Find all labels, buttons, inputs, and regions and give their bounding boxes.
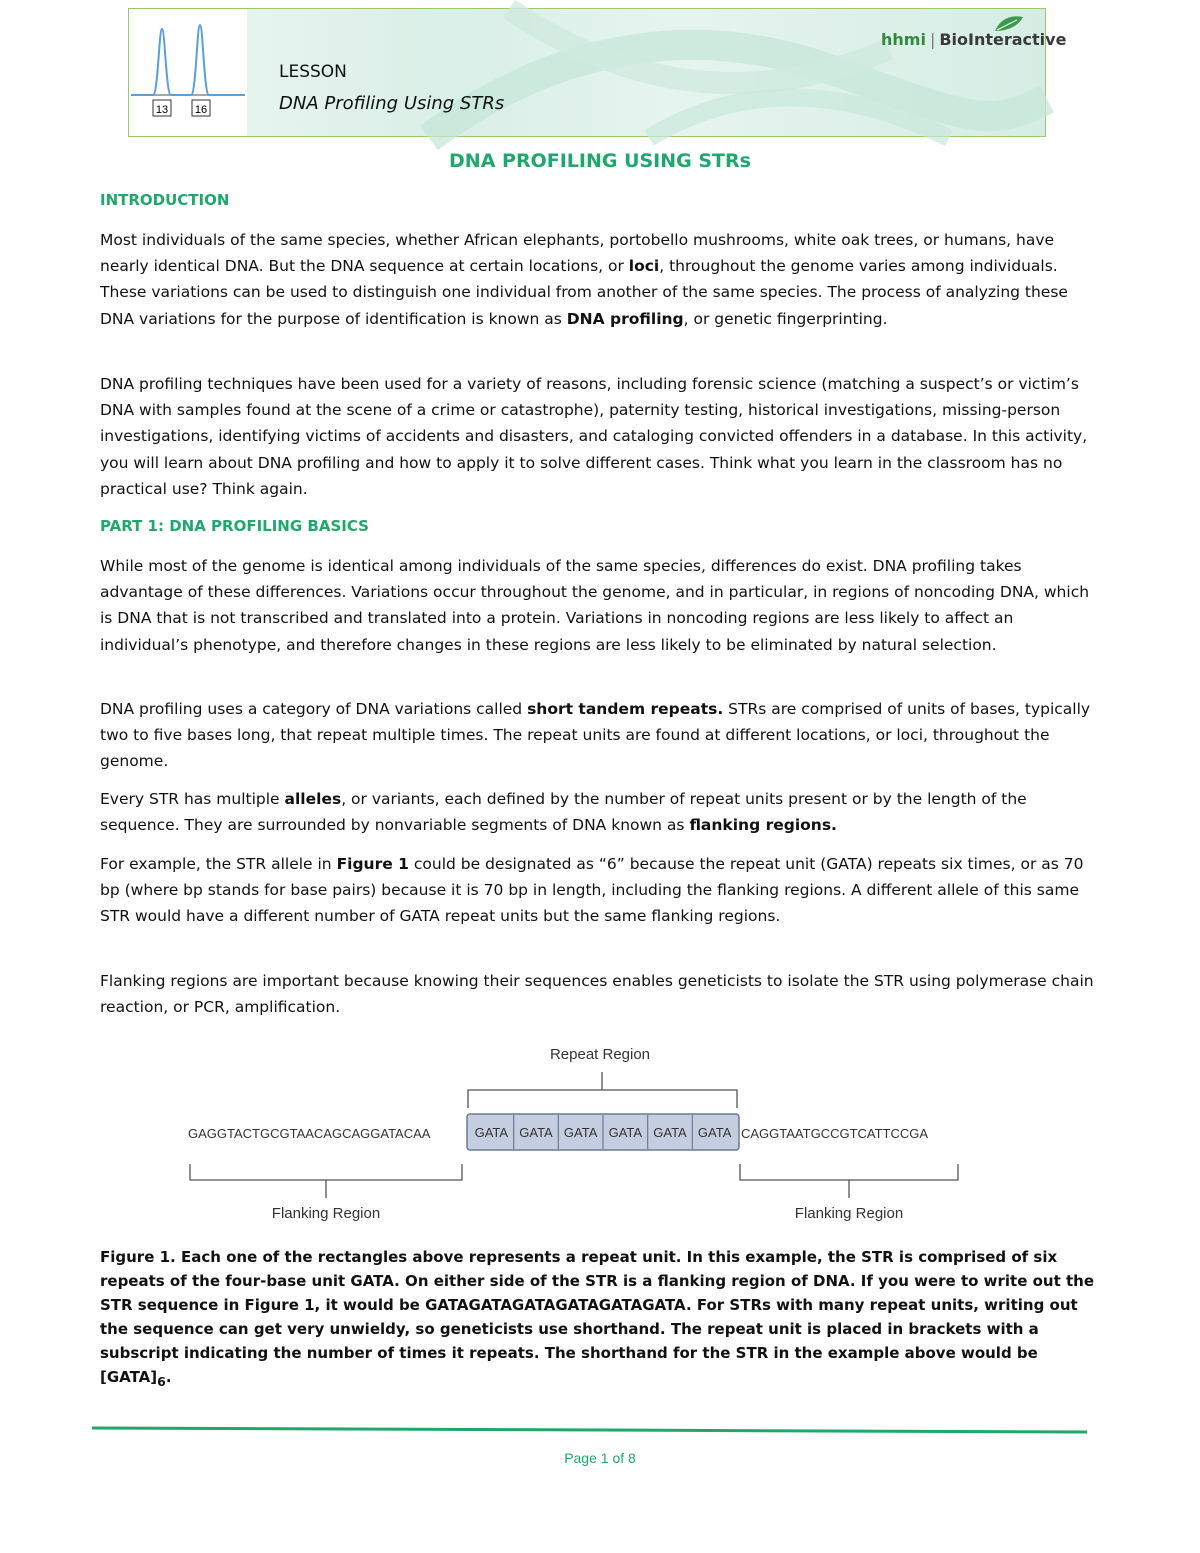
brand-logo: hhmi | BioInteractive [881,30,1067,49]
lesson-label: LESSON [279,62,347,82]
part1-paragraph-2: DNA profiling uses a category of DNA variations called short tandem repeats. STRs are comprised of units of bases, typically two to five bases long, that repeat multiple times. The repeat units are found at different locations, or loci, throughout the genome. [100,700,1091,771]
banner-swirl-decoration [129,9,1047,138]
right-flanking-label: Flanking Region [794,1205,904,1222]
figure-1-str-diagram [180,1040,980,1230]
intro-paragraph-2: DNA profiling techniques have been used for a variety of reasons, including forensic science (matching a suspect’s or victim’s DNA with samples found at the scene of a crime or catastrophe), paternity testing, historical investigations, missing-person investigations, identifying victims of accidents and disasters, and cataloging convicted offenders in a database. In this activity, you will learn about DNA profiling and how to apply it to solve different cases. Think what you learn in the classroom has no practical use? Think again. [100,375,1088,498]
figure-1-caption: Figure 1. Each one of the rectangles above represents a repeat unit. In this example, the STR is comprised of six repeats of the four-base unit GATA. On either side of the STR is a flanking region of DNA. If you were to write out the STR sequence in Figure 1, it would be GATAGATAGATAGATAGATAGATA. For STRs with many repeat units, writing out the sequence can get very unwieldy, so geneticists use shorthand. The repeat unit is placed in brackets with a subscript indicating the number of times it repeats. The shorthand for the STR in the example above would be $[GATA]_6$. [100,1248,1095,1389]
repeat-unit-6: GATA [697,1125,732,1140]
part1-paragraph-3: Every STR has multiple alleles, or variants, each defined by the number of repeat units present or by the length of the sequence. They are surrounded by nonvariable segments of DNA known as flanking regions. [100,790,1027,835]
repeat-unit-1: GATA [474,1125,509,1140]
brand-biointeractive: BioInteractive [939,30,1067,49]
intro-paragraph-1: Most individuals of the same species, whether African elephants, portobello mushrooms, white oak trees, or humans, have nearly identical DNA. But the DNA sequence at certain locations, or loci, throughout the genome varies among individuals. These variations can be used to distinguish one individual from another of the same species. The process of analyzing these DNA variations for the purpose of identification is known as DNA profiling, or genetic fingerprinting. [100,231,1068,328]
page-number: Page 1 of 8 [564,1450,636,1466]
left-flanking-bracket [190,1164,462,1198]
part1-paragraph-5: Flanking regions are important because knowing their sequences enables geneticists to isolate the STR using polymerase chain reaction, or PCR, amplification. [100,972,1094,1017]
part1-paragraph-1: While most of the genome is identical among individuals of the same species, differences do exist. DNA profiling takes advantage of these differences. Variations occur throughout the genome, and in particular, in regions of noncoding DNA, which is DNA that is not transcribed and translated into a protein. Variations in noncoding regions are less likely to affect an individual’s phenotype, and therefore changes in these regions are less likely to be eliminated by natural selection. [100,557,1090,654]
part1-paragraph-4: For example, the STR allele in Figure 1 could be designated as “6” because the repeat unit (GATA) repeats six times, or as 70 bp (where bp stands for base pairs) because it is 70 bp in length, including the flanking regions. A different allele of this same STR would have a different number of GATA repeat units but the same flanking regions. [100,855,1084,926]
repeat-unit-2: GATA [519,1125,553,1140]
str-peaks-thumbnail [129,9,247,136]
repeat-region-label: Repeat Region [549,1046,651,1063]
left-flanking-label: Flanking Region [271,1205,381,1222]
str-peaks-icon [131,25,245,95]
repeat-region-bracket [468,1072,737,1108]
lesson-title: DNA Profiling Using STRs [279,93,505,114]
intro-heading: INTRODUCTION [100,191,230,209]
right-flanking-bracket [740,1164,958,1198]
part1-heading: PART 1: DNA PROFILING BASICS [100,517,369,535]
right-flanking-sequence: CAGGTAATGCCGTCATTCCGA [741,1126,929,1141]
page-title: DNA PROFILING USING STRs [449,150,751,172]
peak-label-1: 13 [155,104,169,116]
header-banner [128,8,1067,137]
peak-label-2: 16 [194,104,208,116]
repeat-unit-3: GATA [563,1125,598,1140]
brand-hhmi: hhmi [881,30,926,49]
repeat-unit-5: GATA [653,1125,687,1140]
footer-divider [92,1425,1087,1437]
repeat-unit-4: GATA [608,1125,643,1140]
left-flanking-sequence: GAGGTACTGCGTAACAGCAGGATACAA [188,1126,431,1141]
